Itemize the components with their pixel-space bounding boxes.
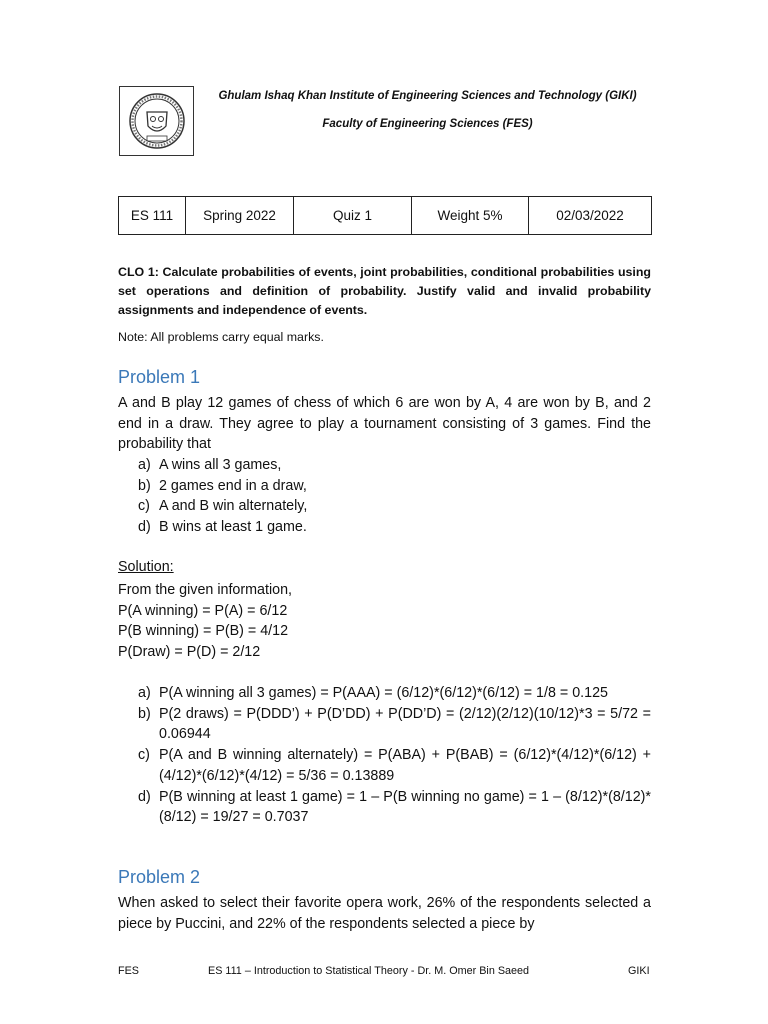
list-item: [118, 745, 651, 786]
answer-text: P(A winning all 3 games) = P(AAA) = (6/12)*(6/12)*(6/12) = 1/8 = 0.125: [159, 685, 609, 701]
problem-2-heading: Problem 2: [118, 867, 201, 887]
institute-name: Ghulam Ishaq Khan Institute of Engineering Sciences and Technology (GIKI): [218, 90, 637, 102]
list-marker: c): [138, 747, 150, 764]
problem-1-heading: Problem 1: [118, 367, 201, 387]
footer-left: FES: [118, 965, 139, 977]
clo-statement: CLO 1: Calculate probabilities of events, joint probabilities, conditional probabilities using set operations and definition of probability. Justify valid and invalid probability assignments and independence of events.: [118, 265, 651, 317]
course-code-cell: ES 111: [119, 197, 186, 235]
list-item: [118, 455, 651, 476]
quiz-cell: Quiz 1: [294, 197, 412, 235]
seal-icon: [128, 92, 186, 150]
list-item-text: B wins at least 1 game.: [159, 519, 307, 536]
list-marker: a): [138, 685, 151, 701]
problem-2-text: When asked to select their favorite opera work, 26% of the respondents selected a piece by Puccini, and 22% of the respondents selected a piece by: [118, 895, 651, 932]
list-marker: a): [138, 457, 151, 473]
problem-1-questions: [118, 455, 651, 538]
list-marker: d): [138, 788, 151, 805]
table-row: [119, 197, 652, 235]
solution-line: P(Draw) = P(D) = 2/12: [118, 644, 261, 661]
solution-line: P(B winning) = P(B) = 4/12: [118, 623, 289, 640]
list-item-text: 2 games end in a draw,: [159, 477, 307, 494]
list-item: [118, 496, 651, 517]
list-marker: d): [138, 519, 151, 536]
solution-given: [118, 580, 292, 663]
problem-1-answers: [118, 683, 651, 828]
footer-right: GIKI: [628, 965, 650, 977]
quiz-info-table: [118, 196, 652, 235]
answer-text: P(B winning at least 1 game) = 1 – P(B winning no game) = 1 – (8/12)*(8/12)*(8/12) = 19/27 = 0.7037: [159, 788, 651, 826]
footer-center: ES 111 – Introduction to Statistical Theory - Dr. M. Omer Bin Saeed: [208, 965, 530, 977]
list-item-text: A wins all 3 games,: [159, 457, 282, 473]
answer-text: P(A and B winning alternately) = P(ABA) + P(BAB) = (6/12)*(4/12)*(6/12) + (4/12)*(6/12)*(4/12) = 5/36 = 0.13889: [159, 747, 651, 784]
date-cell: 02/03/2022: [529, 197, 652, 235]
problem-1-text: A and B play 12 games of chess of which 6 are won by A, 4 are won by B, and 2 end in a draw. They agree to play a tournament consisting of 3 games. Find the probability that: [118, 395, 651, 453]
solution-line: P(A winning) = P(A) = 6/12: [118, 602, 288, 619]
list-item: [118, 476, 651, 497]
list-item: [118, 517, 651, 538]
semester-cell: Spring 2022: [186, 197, 294, 235]
list-item: [118, 787, 651, 828]
weight-cell: Weight 5%: [412, 197, 529, 235]
list-item: [118, 683, 651, 704]
faculty-name: Faculty of Engineering Sciences (FES): [322, 118, 533, 130]
list-item-text: A and B win alternately,: [159, 498, 308, 515]
answer-text: P(2 draws) = P(DDD’) + P(D’DD) + P(DD’D) = (2/12)(2/12)(10/12)*3 = 5/72 = 0.06944: [159, 705, 651, 743]
list-marker: b): [138, 477, 151, 494]
marks-note: Note: All problems carry equal marks.: [118, 330, 324, 344]
list-marker: b): [138, 705, 151, 722]
solution-line: From the given information,: [118, 582, 293, 598]
solution-label: Solution:: [118, 559, 174, 575]
institute-logo: [119, 86, 194, 156]
list-item: [118, 704, 651, 745]
list-marker: c): [138, 498, 150, 515]
